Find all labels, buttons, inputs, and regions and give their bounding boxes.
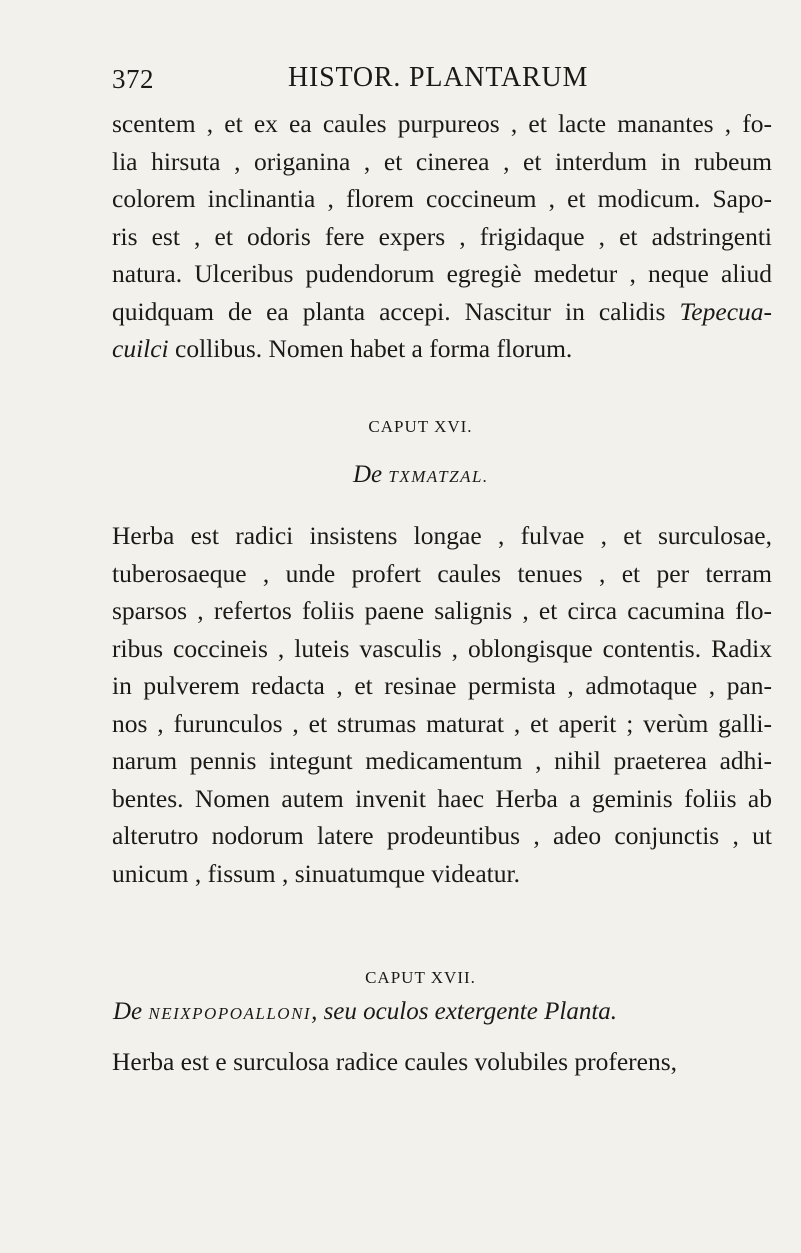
title-plant-name: NEIXPOPOALLONI: [148, 1004, 312, 1023]
paragraph-2: [112, 517, 772, 892]
title-rest: , seu oculos extergente Planta.: [311, 998, 618, 1025]
text-line: Herba est radici insistens longae , fulvae , et surculosae,: [112, 521, 772, 550]
text-line: natura. Ulceribus pudendorum egregiè medetur , neque aliud: [112, 259, 772, 288]
chapter-title-17: [113, 998, 617, 1026]
title-de: De: [113, 998, 143, 1025]
text-line: tuberosaeque , unde profert caules tenues , et per terram: [112, 558, 772, 588]
italic-place-name: Tepecua-: [679, 296, 773, 326]
text-line: in pulverem redacta , et resinae permista , admotaque , pan-: [112, 671, 772, 700]
page-number: 372: [112, 64, 154, 94]
running-head: HISTOR. PLANTARUM: [288, 62, 589, 93]
text-line: unicum , fissum , sinuatumque videatur.: [112, 858, 520, 888]
text-line: ris est , et odoris fere expers , frigidaque , et adstringenti: [112, 221, 772, 251]
text-line-with-italic: [112, 330, 772, 368]
title-de: De: [353, 461, 383, 488]
text-line: ribus coccineis , luteis vasculis , oblongisque contentis. Radix: [112, 633, 772, 663]
text-line: Herba est e surculosa radice caules volubiles proferens,: [112, 1047, 678, 1076]
page-header: [112, 62, 732, 102]
chapter-heading-16: CAPUT XVI.: [368, 417, 473, 436]
text-line: bentes. Nomen autem invenit haec Herba a geminis foliis ab: [112, 783, 772, 813]
text-line: narum pennis integunt medicamentum , nihil praeterea adhi-: [112, 746, 772, 775]
text-line: alterutro nodorum latere prodeuntibus , adeo conjunctis , ut: [112, 821, 772, 850]
paragraph-1: [112, 105, 772, 368]
text-segment: quidquam de ea planta accepi. Nascitur in calidis: [112, 296, 666, 326]
chapter-heading-17: CAPUT XVII.: [365, 968, 476, 987]
text-line-with-italic: [112, 293, 772, 331]
text-line: lia hirsuta , origanina , et cinerea , et interdum in rubeum: [112, 146, 772, 176]
text-line: scentem , et ex ea caules purpureos , et lacte manantes , fo-: [112, 109, 772, 138]
text-segment: collibus. Nomen habet a forma florum.: [168, 334, 573, 363]
text-line: nos , furunculos , et strumas maturat , et aperit ; verùm galli-: [112, 708, 772, 738]
title-plant-name: TXMATZAL.: [388, 467, 489, 486]
italic-place-name-cont: cuilci: [112, 334, 169, 363]
chapter-title-16: [353, 461, 489, 489]
text-line: colorem inclinantia , florem coccineum , et modicum. Sapo-: [112, 184, 772, 213]
paragraph-3: [112, 1043, 772, 1081]
text-line: sparsos , refertos foliis paene salignis , et circa cacumina flo-: [112, 596, 772, 625]
